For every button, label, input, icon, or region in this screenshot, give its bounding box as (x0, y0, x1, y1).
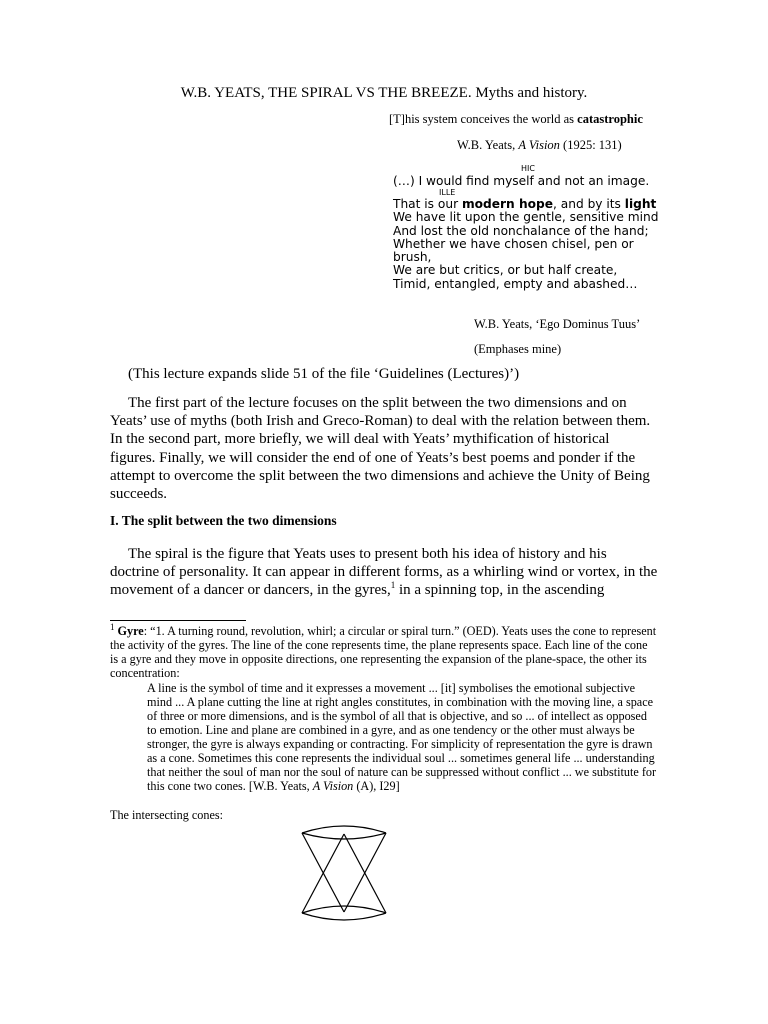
poem-line-2c: , and by its (553, 197, 625, 211)
footnote-term: Gyre (117, 624, 144, 638)
top-ellipse-lower-arc (302, 833, 386, 839)
poem-emphasis-modern-hope: modern hope (461, 197, 554, 211)
section-heading: I. The split between the two dimensions (110, 513, 337, 528)
poem-line-2a: That is our (393, 197, 462, 211)
bottom-ellipse-lower-arc (302, 913, 386, 920)
intro-paragraph: The first part of the lecture focuses on the split between the two dimensions and on Yeats’ use of myths (both Irish and Greco-Roman) to deal with the relation between them. In the second part, more briefly, we will deal with Yeats’ mythification of historical figures. Finally, we will consider the end of one of Yeats’s best poems and ponder if the attempt to overcome the split between the two dimensions and achieve the Unity of Being succeeds. (110, 395, 651, 503)
poem-line-6: We are but critics, or but half create, (393, 263, 618, 278)
poem-line-2 (393, 198, 665, 211)
footnote-separator (110, 620, 246, 621)
citation-prefix: W.B. Yeats, (457, 138, 519, 152)
epigraph (389, 112, 643, 127)
poem-body (393, 198, 665, 291)
poem-line-1: (…) I would find myself and not an image. (393, 174, 650, 188)
poem-citation: W.B. Yeats, ‘Ego Dominus Tuus’ (474, 317, 641, 331)
cones-label: The intersecting cones: (110, 808, 224, 822)
epigraph-citation (457, 138, 622, 153)
footnote-number: 1 (110, 621, 115, 632)
epigraph-bold: catastrophic (577, 112, 643, 126)
quote-title: A Vision (312, 779, 354, 793)
quote-end: (A), I29] (353, 779, 400, 793)
spiral-paragraph (110, 545, 658, 600)
spiral-text-a: The spiral is the figure that Yeats uses to present both his idea of history and his doctrine of personality. It can appear in different forms, as a whirling wind or vortex, in the movement of a dancer or dancers, in the gyres, (110, 546, 658, 599)
poem-line-5: Whether we have chosen chisel, pen or brush, (393, 236, 634, 265)
poem-line-4: And lost the old nonchalance of the hand; (393, 223, 649, 238)
top-ellipse-upper-arc (302, 826, 386, 833)
poem-emphasis-light: light (624, 197, 657, 211)
emphases-note: (Emphases mine) (474, 342, 562, 356)
citation-suffix: (1925: 131) (559, 138, 622, 152)
intersecting-cones-diagram (296, 823, 392, 923)
footnote-text: : “1. A turning round, revolution, whirl; a circular or spiral turn.” (OED). Yeats uses the cone to represent the activity of the gyres. The line of the cone represents time, the plane represents space. Each line of the cone is a gyre and they move in opposite directions, one representing the expansion of the plane-space, the other its concentration: (110, 624, 657, 680)
quote-text: A line is the symbol of time and it expresses a movement ... [it] symbolises the emotional subjective mind ... A plane cutting the line at right angles constitutes, in combination with the moving line, a space of three or more dimensions, and is the symbol of all that is objective, and so ... of intellect as opposed to emotion. Line and plane are combined in a gyre, and as one tendency or the other must always be stronger, the gyre is always expanding or contracting. For simplicity of representation the gyre is drawn as a cone. Sometimes this cone represents the individual soul ... sometimes general life ... understanding that neither the soul of man nor the soul of nature can be suppressed without conflict ... we substitute for this cone two cones. [W.B. Yeats, (147, 681, 657, 793)
spiral-text-b: in a spinning top, in the ascending (395, 582, 605, 599)
epigraph-text: [T]his system conceives the world as (389, 112, 578, 126)
poem-speaker-ille: ILLE (439, 188, 456, 197)
poem-speaker-hic: HIC (521, 164, 535, 173)
poem-line-3: We have lit upon the gentle, sensitive mind (393, 210, 659, 225)
footnote-1 (110, 621, 658, 680)
document-title: W.B. YEATS, THE SPIRAL VS THE BREEZE. Myths and history. (180, 85, 588, 101)
citation-title: A Vision (518, 138, 560, 152)
poem-line-7: Timid, entangled, empty and abashed… (393, 276, 638, 291)
footnote-ref[interactable]: 1 (390, 580, 396, 591)
lecture-note: (This lecture expands slide 51 of the file ‘Guidelines (Lectures)’) (128, 366, 520, 382)
footnote-quote (147, 681, 659, 793)
